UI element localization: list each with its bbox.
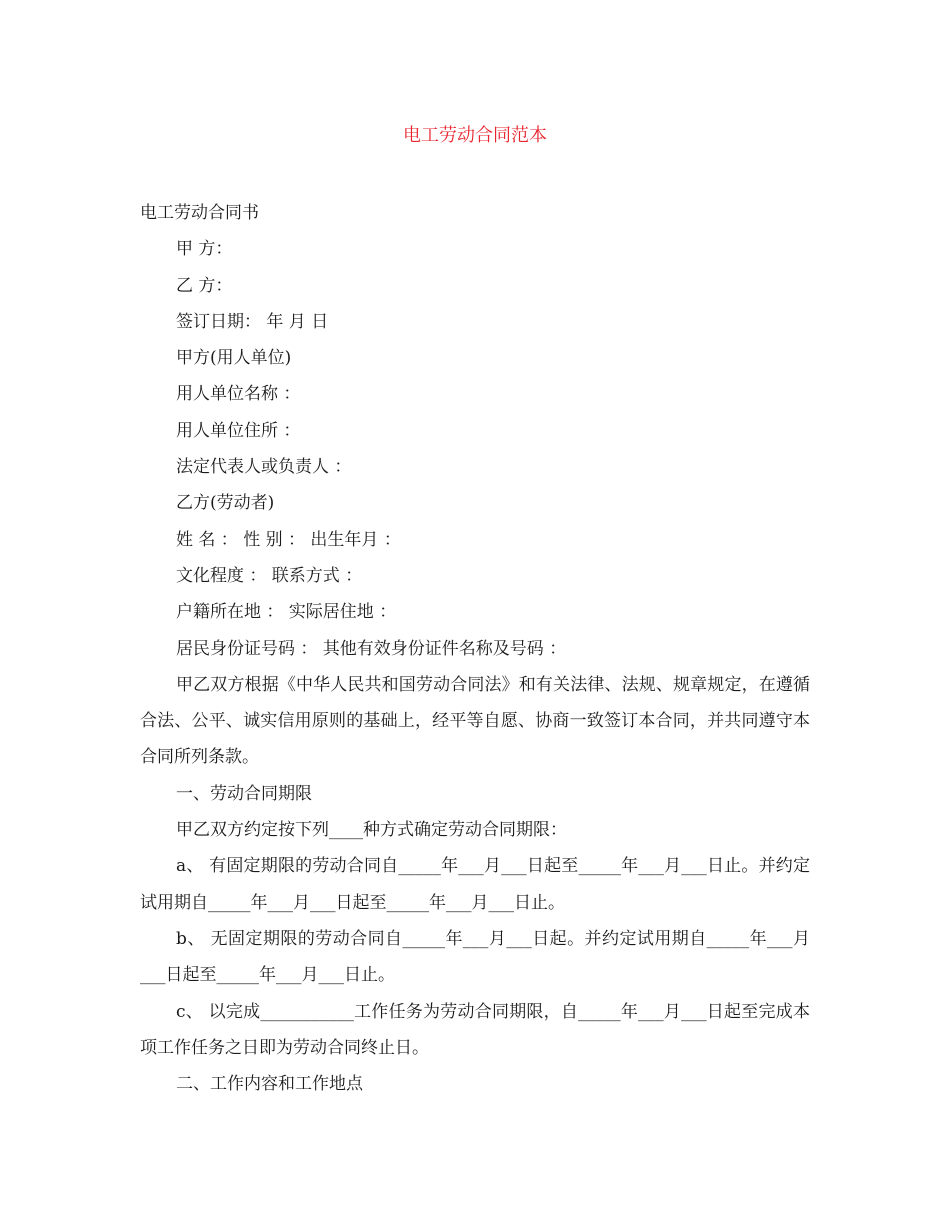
section-1-heading: 一、劳动合同期限 <box>176 783 312 804</box>
contract-heading: 电工劳动合同书 <box>140 203 259 223</box>
preamble-paragraph: 甲乙双方根据《中华人民共和国劳动合同法》和有关法律、法规、规章规定，在遵循合法、公平、诚实信用原则的基础上，经平等自愿、协商一致签订本合同，并共同遵守本合同所列条款。 <box>140 674 810 768</box>
term-option-b: b、 无固定期限的劳动合同自_____年___月___日起。并约定试用期自_____年___月___日起至_____年___月___日止。 <box>140 928 810 986</box>
id-number-line: 居民身份证号码 ： 其他有效身份证件名称及号码 ： <box>176 638 567 659</box>
legal-representative-line: 法定代表人或负责人 ： <box>176 457 352 478</box>
residence-line: 户籍所在地 ： 实际居住地 ： <box>176 602 397 623</box>
document-body <box>140 195 810 1102</box>
employee-name-gender-birth-line: 姓 名 ： 性 别 ： 出生年月 ： <box>176 529 401 550</box>
term-method-line: 甲乙双方约定按下列____种方式确定劳动合同期限： <box>176 820 567 841</box>
employer-address-line: 用人单位住所 ： <box>176 420 301 441</box>
employee-section-label: 乙方(劳动者) <box>176 493 275 514</box>
party-a-line: 甲 方： <box>176 239 233 260</box>
section-2-heading: 二、工作内容和工作地点 <box>176 1074 363 1095</box>
employer-section-label: 甲方(用人单位) <box>176 348 292 369</box>
term-option-c: c、 以完成___________工作任务为劳动合同期限，自_____年___月___日起至完成本项工作任务之日即为劳动合同终止日。 <box>140 1001 810 1058</box>
signing-date-line: 签订日期： 年 月 日 <box>176 311 329 332</box>
education-contact-line: 文化程度 ： 联系方式 ： <box>176 565 363 586</box>
document-title: 电工劳动合同范本 <box>403 125 547 146</box>
term-option-a: a、 有固定期限的劳动合同自_____年___月___日起至_____年___月___日止。并约定试用期自_____年___月___日起至_____年___月___日止。 <box>140 856 810 913</box>
party-b-line: 乙 方： <box>176 275 233 296</box>
employer-name-line: 用人单位名称 ： <box>176 384 301 405</box>
